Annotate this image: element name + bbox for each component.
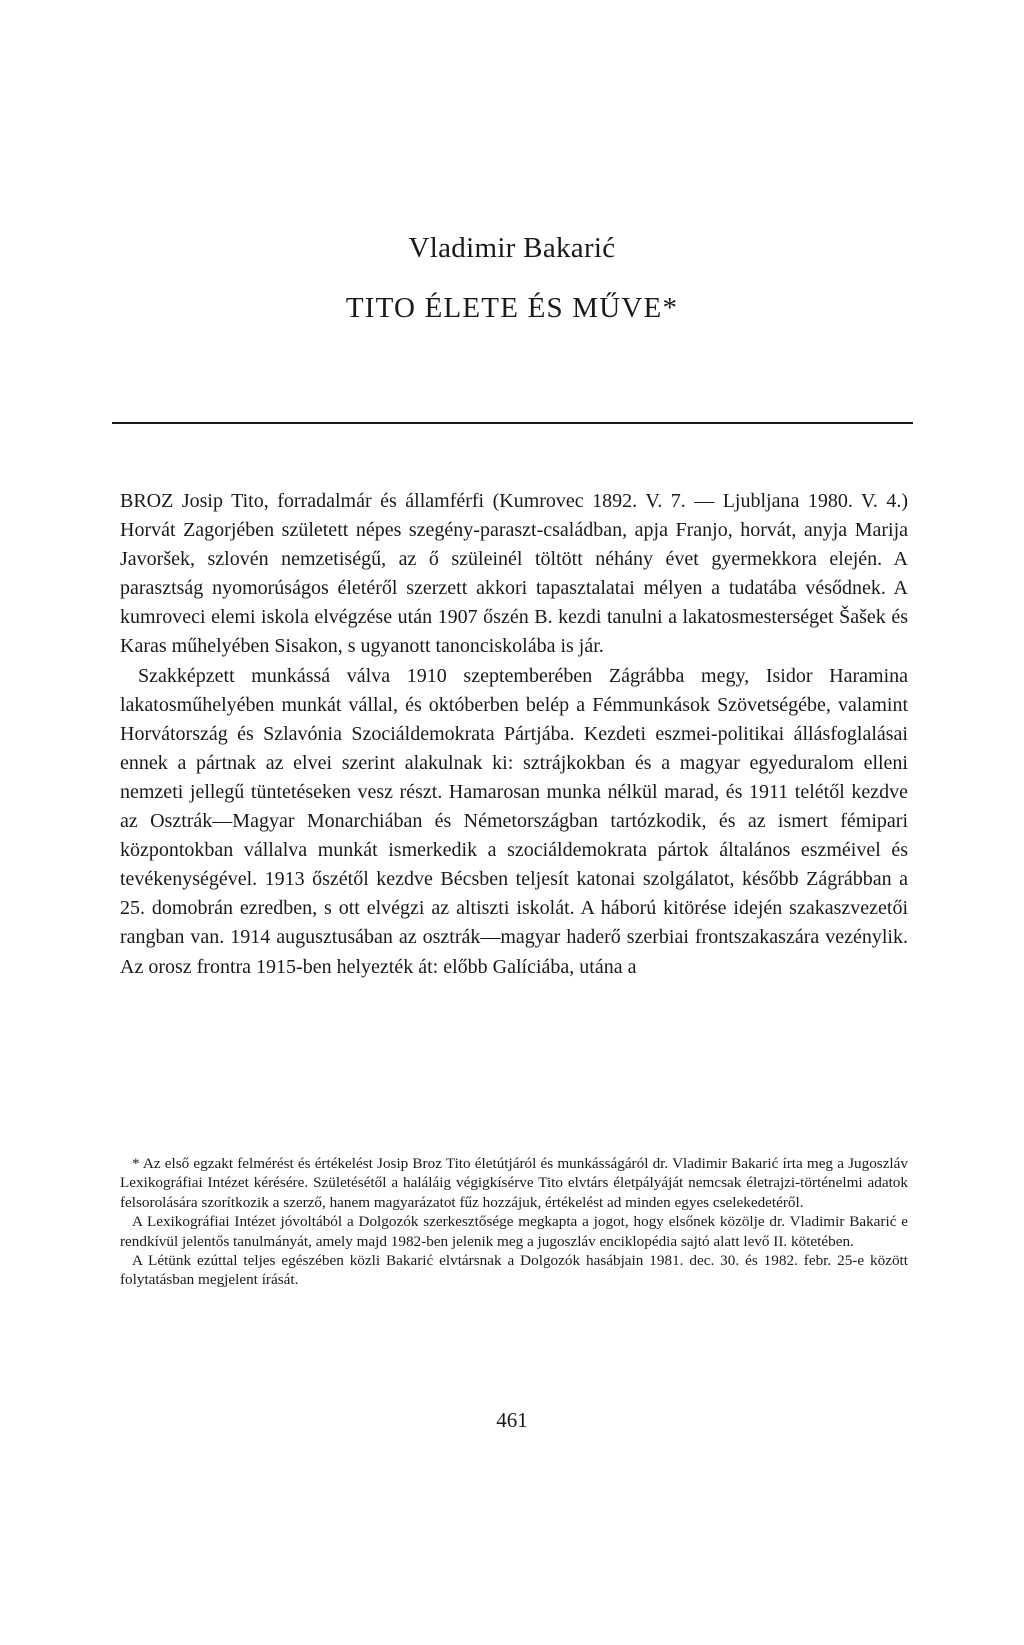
footnote-1: * Az első egzakt felmérést és értékelést Josip Broz Tito életútjáról és munkásságáról dr. Vladimir Bakarić írta meg a Jugoszláv Lexikográfiai Intézet kérésére. Születésétől a haláláig végigkísérve Tito elvtárs életpályáját nemcsak életrajzi-történelmi adatok felsorolására szorítkozik a szerző, hanem magyarázatot fűz hozzájuk, értékelést ad minden egyes cselekedetéről. (120, 1155, 908, 1211)
footnote-3: A Létünk ezúttal teljes egészében közli Bakarić elvtársnak a Dolgozók hasábjain 1981. dec. 30. és 1982. febr. 25-e között folytatásban megjelent írását. (120, 1252, 908, 1289)
footnote-2: A Lexikográfiai Intézet jóvoltából a Dolgozók szerkesztősége megkapta a jogot, hogy elsőnek közölje dr. Vladimir Bakarić e rendkívül jelentős tanulmányát, amely majd 1982-ben jelenik meg a jugoszláv enciklopédia sajtó alatt levő II. kötetében. (120, 1213, 908, 1250)
article-body (120, 487, 908, 982)
article-title: TITO ÉLETE ÉS MŰVE* (345, 292, 679, 324)
body-paragraph-2: Szakképzett munkássá válva 1910 szeptemberében Zágrábba megy, Isidor Haramina lakatosműhelyében munkát vállal, és októberben belép a Fémmunkások Szövetségébe, valamint Horvátország és Szlavónia Szociáldemokrata Pártjába. Kezdeti eszmei-politikai állásfoglalásai ennek a pártnak az elvei szerint alakulnak ki: sztrájkokban és a magyar egyeduralom elleni nemzeti jellegű tüntetéseken vesz részt. Hamarosan munka nélkül marad, és 1911 telétől kezdve az Osztrák—Magyar Monarchiában és Németországban tartózkodik, és az ismert fémipari központokban vállalva munkát ismerkedik a szociáldemokrata pártok általános eszméivel és tevékenységével. 1913 őszétől kezdve Bécsben teljesít katonai szolgálatot, később Zágrábban a 25. domobrán ezredben, s ott elvégzi az altiszti iskolát. A háború kitörése idején szakaszvezetői rangban van. 1914 augusztusában az osztrák—magyar haderő szerbiai frontszakaszára vezénylik. Az orosz frontra 1915-ben helyezték át: előbb Galíciába, utána a (120, 664, 908, 978)
page-number: 461 (496, 1408, 528, 1432)
footnotes (120, 1154, 908, 1290)
title-divider (112, 422, 913, 424)
author-name: Vladimir Bakarić (408, 232, 616, 264)
body-paragraph-1: BROZ Josip Tito, forradalmár és államférfi (Kumrovec 1892. V. 7. — Ljubljana 1980. V. 4.) Horvát Zagorjében született népes szegény-paraszt-családban, apja Franjo, horvát, anyja Marija Javoršek, szlovén nemzetiségű, az ő szüleinél töltött néhány évet gyermekkora elején. A parasztság nyomorúságos életéről szerzett akkori tapasztalatai mélyen a tudatába vésődnek. A kumroveci elemi iskola elvégzése után 1907 őszén B. kezdi tanulni a lakatosmesterséget Šašek és Karas műhelyében Sisakon, s ugyanott tanonciskolába is jár. (120, 490, 908, 658)
